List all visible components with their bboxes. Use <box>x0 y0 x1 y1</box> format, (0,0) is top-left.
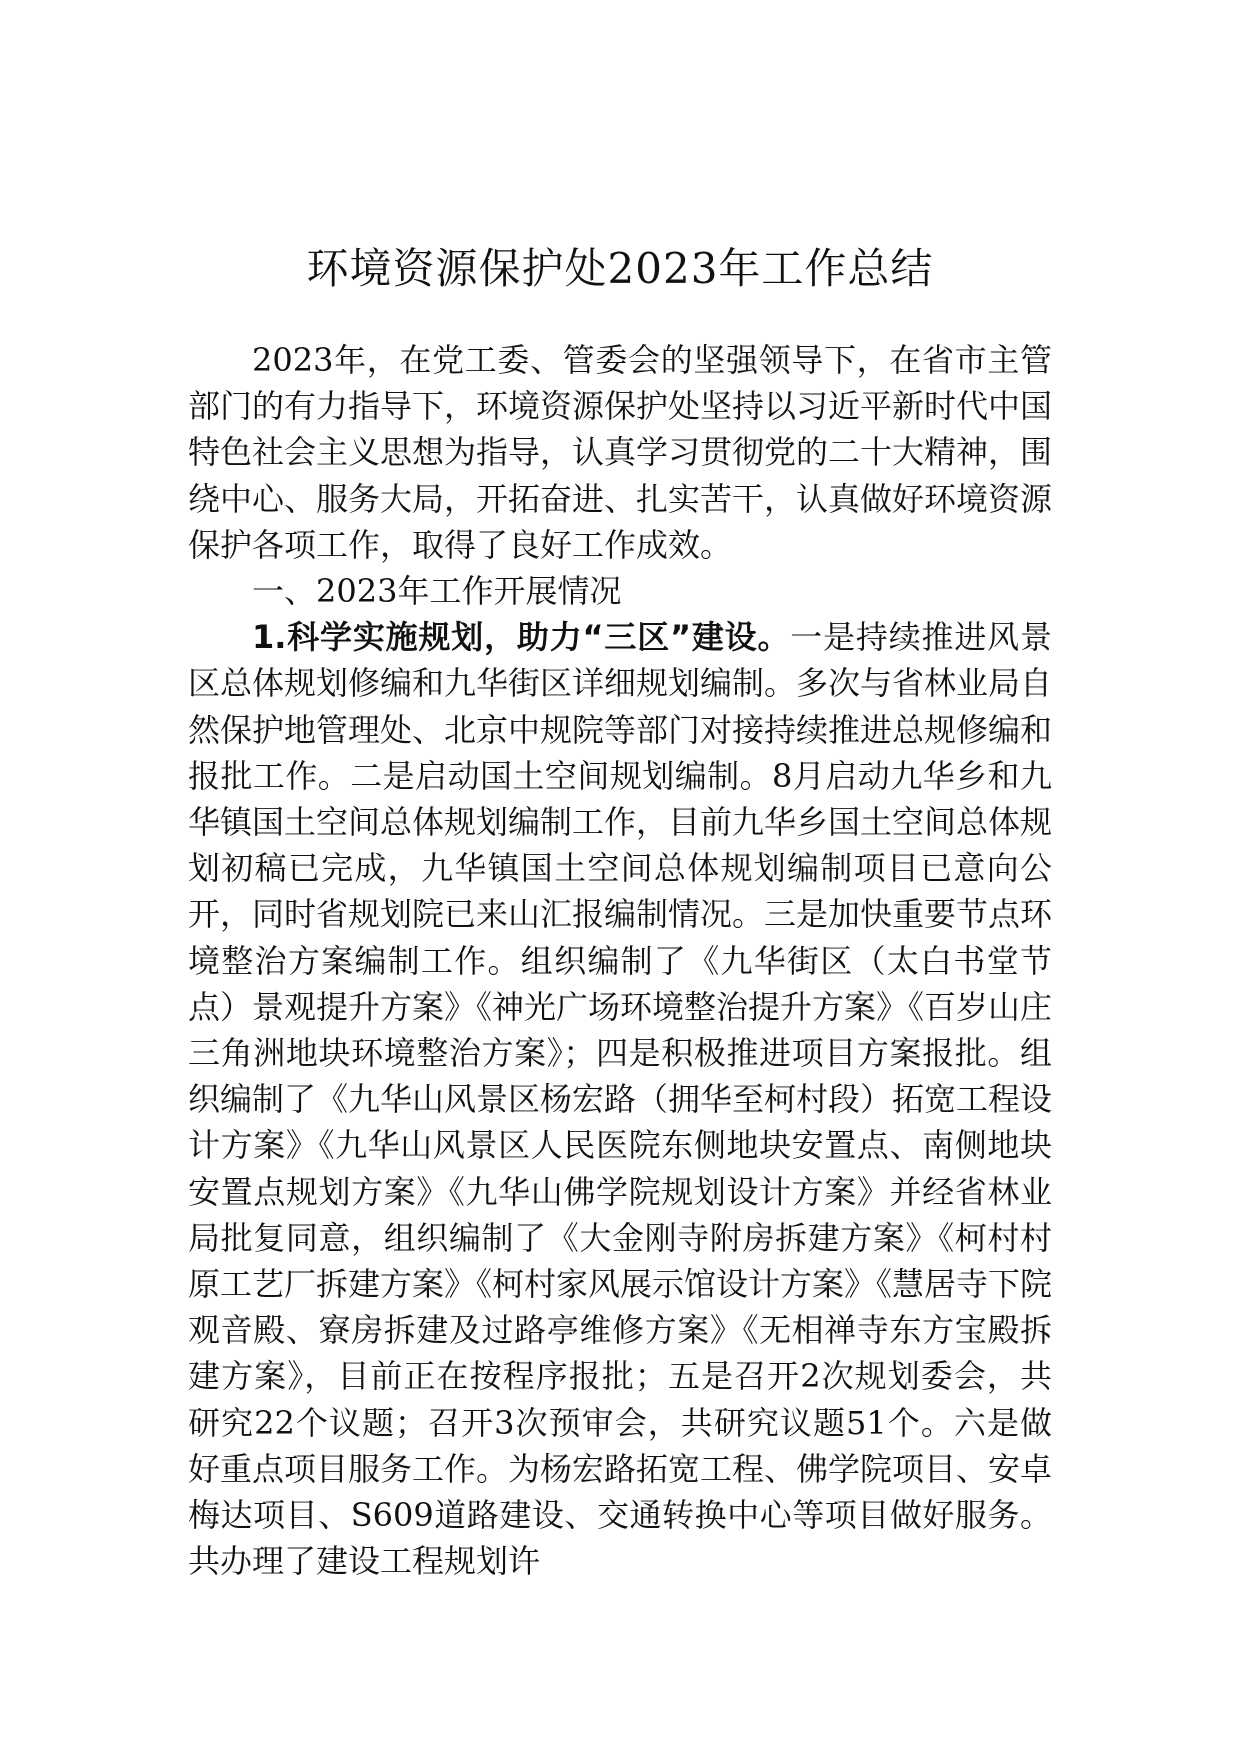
intro-paragraph: 2023年，在党工委、管委会的坚强领导下，在省市主管部门的有力指导下，环境资源保护处坚持以习近平新时代中国特色社会主义思想为指导，认真学习贯彻党的二十大精神，围绕中心、服务大局，开拓奋进、扎实苦干，认真做好环境资源保护各项工作，取得了良好工作成效。 <box>188 341 1053 564</box>
item-paragraph <box>188 614 1052 1584</box>
document-body <box>188 337 1052 1584</box>
item-heading: 1.科学实施规划，助力“三区”建设。 <box>252 618 791 657</box>
item-text: 一是持续推进风景区总体规划修编和九华街区详细规划编制。多次与省林业局自然保护地管理处、北京中规院等部门对接持续推进总规修编和报批工作。二是启动国土空间规划编制。8月启动九华乡和九华镇国土空间总体规划编制工作，目前九华乡国土空间总体规划初稿已完成，九华镇国土空间总体规划编制项目已意向公开，同时省规划院已来山汇报编制情况。三是加快重要节点环境整治方案编制工作。组织编制了《九华街区（太白书堂节点）景观提升方案》《神光广场环境整治提升方案》《百岁山庄三角洲地块环境整治方案》；四是积极推进项目方案报批。组织编制了《九华山风景区杨宏路（拥华至柯村段）拓宽工程设计方案》《九华山风景区人民医院东侧地块安置点、南侧地块安置点规划方案》《九华山佛学院规划设计方案》并经省林业局批复同意，组织编制了《大金刚寺附房拆建方案》《柯村村原工艺厂拆建方案》《柯村家风展示馆设计方案》《慧居寺下院观音殿、寮房拆建及过路亭维修方案》《无相禅寺东方宝殿拆建方案》，目前正在按程序报批；五是召开2次规划委会，共研究22个议题；召开3次预审会，共研究议题51个。六是做好重点项目服务工作。为杨宏路拓宽工程、佛学院项目、安卓梅达项目、S609道路建设、交通转换中心等项目做好服务。共办理了建设工程规划许 <box>188 618 1053 1581</box>
section-heading: 一、2023年工作开展情况 <box>252 572 622 611</box>
document-title: 环境资源保护处2023年工作总结 <box>306 244 934 294</box>
